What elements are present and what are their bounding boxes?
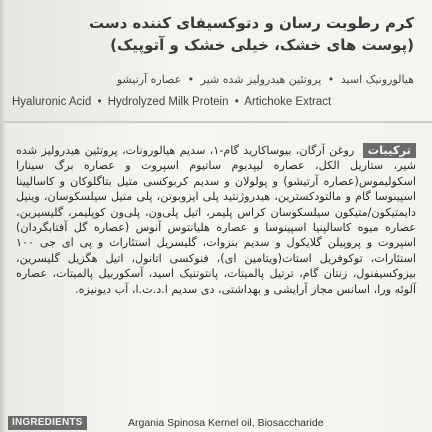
- ingredients-persian: [16, 143, 416, 297]
- bullet-separator: •: [327, 73, 335, 86]
- product-title: [34, 12, 414, 56]
- bullet-separator: •: [234, 96, 239, 108]
- active-fa-1: هیالورونیک اسید: [340, 73, 414, 86]
- active-en-3: Artichoke Extract: [244, 96, 332, 108]
- bullet-separator: •: [187, 73, 195, 86]
- active-fa-3: عصاره آرتیشو: [116, 73, 182, 86]
- ingredients-label-persian: ترکیبات: [363, 143, 416, 158]
- ingredients-text-persian: روغن آرگان، بیوساکارید گام-۱، سدیم هیالورونات، پروتئین هیدرولیز شده شیر، ستاریل الکل، عصاره لیپدیوم ساتیوم اسپروت و عصاره برگ سینارا اسکولیموس(عصاره آرتیشو) و پولولان و سدیم کربوکسی متیل بتاگلوکان و کاسالپینا اسپینوسا گام و مالتودکسترین، هیدروژنتید پلی ایزوبوتن، پلی متیل سیلسکوسان، وینیل دایمتیکون/متیکون سیلسکوسان کراس پلیمر، اتیل پلی‌ون، پلی‌ون کوپلیمر، گلیسیرین، عصاره میوه کاسالپنیا اسپینوسا و عصاره هلیانتوس آنوس (عصاره گل آفتابگردان) اسپروت و پروپیلن گلایکول و سدیم بنزوات، گلیسریل استئارات و پی ای جی ۱۰۰ استئارات، توکوفریل استات(ویتامین ای)، فنوکسی اتانول، اتیل هگزیل گلیسرین، بیزوکسیفنول، زنتان گام، ترتیل پالمیتات، پانتوتنیک اسید، آسکوربیل پالمیتات، عصاره آلوئه ورا، اسانس مجاز آرایشی و بهداشتی، دی سدیم ا.د.ت.ا، آب دیونیزه.: [16, 144, 416, 296]
- product-title-line-1: کرم رطوبت رسان و دتوکسیفای کننده دست: [88, 14, 414, 32]
- ingredients-text-english: Argania Spinosa Kernel oil, Biosaccharide: [128, 417, 324, 429]
- ingredients-label-english: INGREDIENTS: [8, 416, 87, 430]
- ingredients-english-row: [0, 414, 432, 432]
- active-en-2: Hydrolyzed Milk Protein: [107, 96, 229, 108]
- key-actives-english: [12, 95, 422, 109]
- product-title-line-2: (پوست های خشک، خیلی خشک و آتوپیک): [110, 36, 414, 54]
- key-actives-persian: [22, 73, 414, 87]
- bullet-separator: •: [97, 96, 102, 108]
- active-en-1: Hyaluronic Acid: [12, 96, 92, 108]
- section-divider: [0, 121, 432, 123]
- active-fa-2: پروتئین هیدرولیز شده شیر: [200, 73, 322, 86]
- package-edge: [0, 0, 6, 432]
